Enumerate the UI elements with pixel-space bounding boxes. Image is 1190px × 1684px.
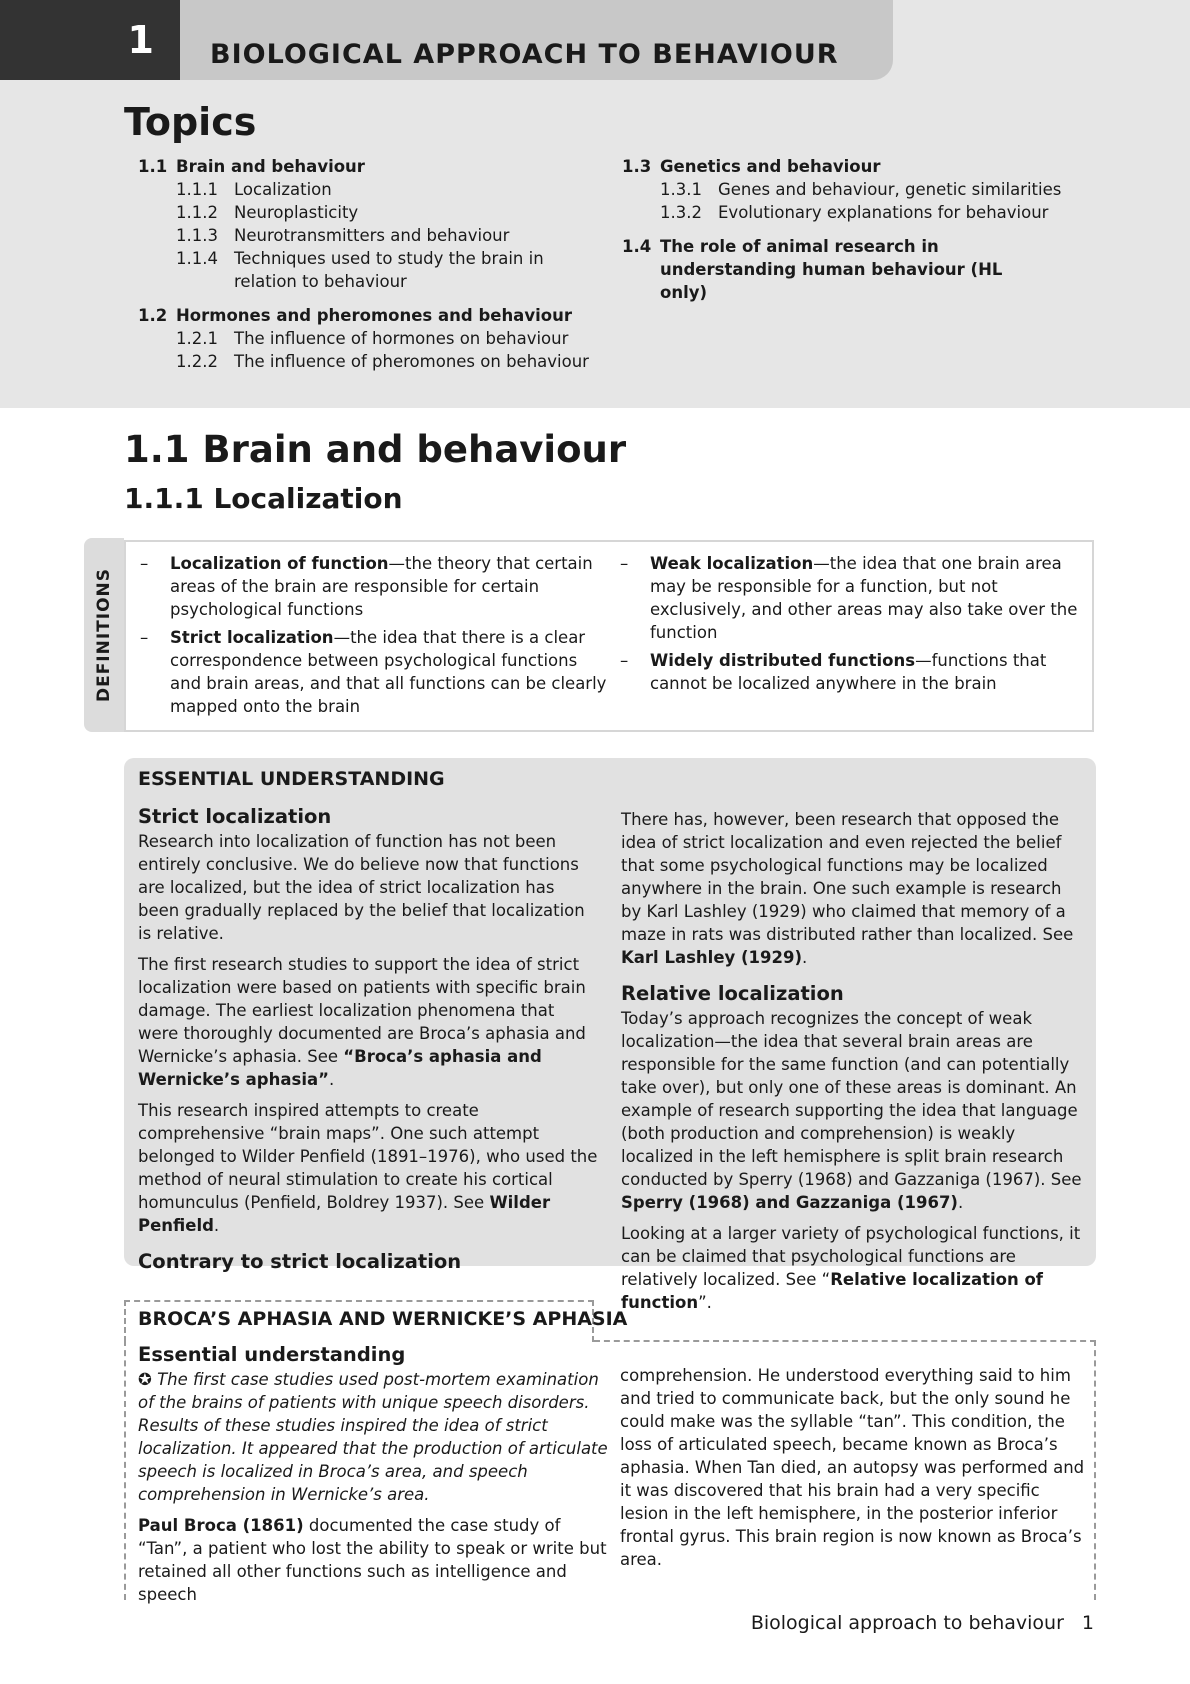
- paragraph: Today’s approach recognizes the concept of weak localization—the idea that several brain areas are responsible for the same function (and can potentially take over), but only one of these areas is dominant. An example of research supporting the idea that language (both production and comprehension) is weakly localized in the left hemisphere is split brain research conducted by Sperry (1968) and Gazzaniga (1967). See Sperry (1968) and Gazzaniga (1967).: [621, 1009, 1082, 1212]
- definition-term: Localization of function: [170, 554, 389, 573]
- toc-title: Hormones and pheromones and behaviour: [176, 306, 572, 325]
- paragraph: comprehension. He understood everything said to him and tried to communicate back, but the only sound he could make was the syllable “tan”. This condition, the loss of articulated speech, became known as Broca’s aphasia. When Tan died, an autopsy was performed and it was discovered that his brain had a very specific lesion in the left hemisphere, in the posterior inferior frontal gyrus. This brain region is now known as Broca’s area.: [620, 1366, 1085, 1569]
- toc-num: 1.2: [138, 306, 168, 325]
- page-number: 1: [1081, 1612, 1094, 1634]
- contrary-paragraph-part1: [138, 1132, 598, 1224]
- broca-left-column: [138, 1342, 608, 1614]
- cross-reference-link[interactable]: Sperry (1968) and Gazzaniga (1967): [621, 1193, 958, 1212]
- definition-item: – Localization of function—the theory that certain areas of the brain are responsible for certain psychological functions: [140, 554, 593, 619]
- toc-section-1-1: [138, 155, 618, 293]
- paragraph: Paul Broca (1861) documented the case study of “Tan”, a patient who lost the ability to speak or write but retained all other functions such as intelligence and speech: [138, 1516, 607, 1604]
- cross-reference-link[interactable]: Paul Broca (1861): [138, 1516, 304, 1535]
- footer-title: Biological approach to behaviour: [750, 1612, 1064, 1634]
- paragraph: This research inspired attempts to create comprehensive “brain maps”. One such attempt belonged to Wilder Penfield (1891–1976), who used the method of neural stimulation to create his cortical homunculus (Penfield, Boldrey 1937). See Wilder Penfield.: [138, 1101, 598, 1235]
- paragraph: There has, however, been research that opposed the idea of strict localization and even rejected the belief that some psychological functions may be localized anywhere in the brain. One such example is research by Karl Lashley (1929) who claimed that memory of a maze in rats was distributed rather than localized. See Karl Lashley (1929).: [621, 810, 1074, 967]
- paragraph: Research into localization of function has not been entirely conclusive. We do believe now that functions are localized, but the idea of strict localization has been gradually replaced by the belief that localization is relative.: [138, 832, 585, 943]
- star-icon: ✪: [138, 1370, 152, 1389]
- toc-title: Evolutionary explanations for behaviour: [718, 203, 1049, 222]
- toc-num: 1.1: [138, 157, 168, 176]
- broca-box: [124, 1300, 1096, 1604]
- essential-understanding-heading: Essential understanding: [138, 1343, 406, 1366]
- paragraph: ✪ The first case studies used post-mortem examination of the brains of patients with unique speech disorders. Results of these studies inspired the idea of strict localization. It appeared that the production of articulate speech is localized in Broca’s area, and speech comprehension in Wernicke’s area.: [138, 1370, 608, 1504]
- strict-localization-heading: Strict localization: [138, 805, 332, 828]
- eu-right-column: [621, 808, 1086, 1322]
- definition-text: —functions that cannot be localized anywhere in the brain: [650, 651, 1047, 693]
- toc-title: Localization: [234, 180, 332, 199]
- box-right-border: [1094, 1340, 1096, 1600]
- paragraph: Looking at a larger variety of psychological functions, it can be claimed that psychological functions are relatively localized. See “Relative localization of function”.: [621, 1224, 1081, 1312]
- definitions-tab: [84, 538, 124, 732]
- chapter-number: 1: [0, 0, 180, 80]
- toc-title: The role of animal research in understanding human behaviour (HL only): [660, 237, 1003, 302]
- toc-title: The influence of hormones on behaviour: [234, 329, 569, 348]
- subsection-heading: 1.1.1 Localization: [124, 482, 403, 515]
- section-heading: 1.1 Brain and behaviour: [124, 428, 627, 471]
- toc-title: Genetics and behaviour: [660, 157, 881, 176]
- toc-num: 1.3.2: [660, 203, 702, 222]
- toc-section-1-2: [138, 304, 618, 373]
- chapter-title: BIOLOGICAL APPROACH TO BEHAVIOUR: [180, 0, 893, 80]
- broca-title: BROCA’S APHASIA AND WERNICKE’S APHASIA: [138, 1308, 628, 1330]
- toc-title: Neuroplasticity: [234, 203, 359, 222]
- toc-num: 1.4: [622, 237, 652, 256]
- definitions-label: DEFINITIONS: [94, 567, 114, 703]
- contrary-paragraph: There has, however, been research that opposed the idea of strict localization and even rejected the belief that some psychological functions may be localized anywhere in the brain. One such example is research by Karl Lashley (1929) who claimed that memory of a maze in rats was distributed rather than localized. See: [621, 810, 1074, 944]
- definition-text: —the idea that there is a clear correspondence between psychological functions and brain areas, and that all functions can be clearly mapped onto the brain: [170, 628, 607, 716]
- toc-num: 1.1.4: [176, 249, 218, 268]
- toc-title: Techniques used to study the brain in relation to behaviour: [234, 249, 544, 291]
- toc-num: 1.1.2: [176, 203, 218, 222]
- definition-text: —the idea that one brain area may be responsible for a function, but not exclusively, and other areas may also take over the function: [650, 554, 1078, 642]
- definition-item: – Weak localization—the idea that one brain area may be responsible for a function, but not exclusively, and other areas may also take over the function: [620, 554, 1078, 642]
- cross-reference-link[interactable]: Karl Lashley (1929): [621, 948, 803, 967]
- cross-reference-link[interactable]: Wilder Penfield: [138, 1193, 551, 1235]
- toc-left-column: [138, 155, 618, 384]
- page-footer: [751, 1612, 1094, 1634]
- cross-reference-link[interactable]: Relative localization of function: [621, 1270, 1043, 1312]
- toc-title: The influence of pheromones on behaviour: [234, 352, 589, 371]
- cross-reference-link[interactable]: “Broca’s aphasia and Wernicke’s aphasia”: [138, 1047, 542, 1089]
- toc-num: 1.1.3: [176, 226, 218, 245]
- relative-localization-heading: Relative localization: [621, 982, 844, 1005]
- toc-right-column: [622, 155, 1092, 315]
- toc-title: Genes and behaviour, genetic similarities: [718, 180, 1062, 199]
- definition-term: Weak localization: [650, 554, 814, 573]
- definition-term: Widely distributed functions: [650, 651, 916, 670]
- definitions-box: [124, 540, 1094, 732]
- toc-num: 1.1.1: [176, 180, 218, 199]
- toc-title: Brain and behaviour: [176, 157, 365, 176]
- topics-heading: Topics: [124, 100, 257, 144]
- definition-text: —the theory that certain areas of the brain are responsible for certain psychological functions: [170, 554, 593, 619]
- toc-section-1-3: [622, 155, 1092, 224]
- essential-understanding-box: [124, 758, 1096, 1312]
- essential-understanding-title: ESSENTIAL UNDERSTANDING: [138, 768, 445, 790]
- toc-num: 1.2.1: [176, 329, 218, 348]
- toc-section-1-4: [622, 235, 1092, 304]
- definition-term: Strict localization: [170, 628, 334, 647]
- toc-num: 1.2.2: [176, 352, 218, 371]
- paragraph: The first research studies to support the idea of strict localization were based on patients with specific brain damage. The earliest localization phenomena that were thoroughly documented are Broca’s aphasia and Wernicke’s aphasia. See “Broca’s aphasia and Wernicke’s aphasia”.: [138, 955, 586, 1089]
- toc-title: Neurotransmitters and behaviour: [234, 226, 510, 245]
- definition-item: – Widely distributed functions—functions that cannot be localized anywhere in the brain: [620, 651, 1047, 693]
- broca-right-column: [620, 1364, 1088, 1579]
- definition-item: – Strict localization—the idea that there is a clear correspondence between psychological functions and brain areas, and that all functions can be clearly mapped onto the brain: [140, 628, 607, 716]
- box-top-border: [594, 1340, 1096, 1342]
- contrary-heading: Contrary to strict localization: [138, 1250, 462, 1273]
- toc-num: 1.3.1: [660, 180, 702, 199]
- box-left-border: [124, 1340, 126, 1600]
- toc-num: 1.3: [622, 157, 652, 176]
